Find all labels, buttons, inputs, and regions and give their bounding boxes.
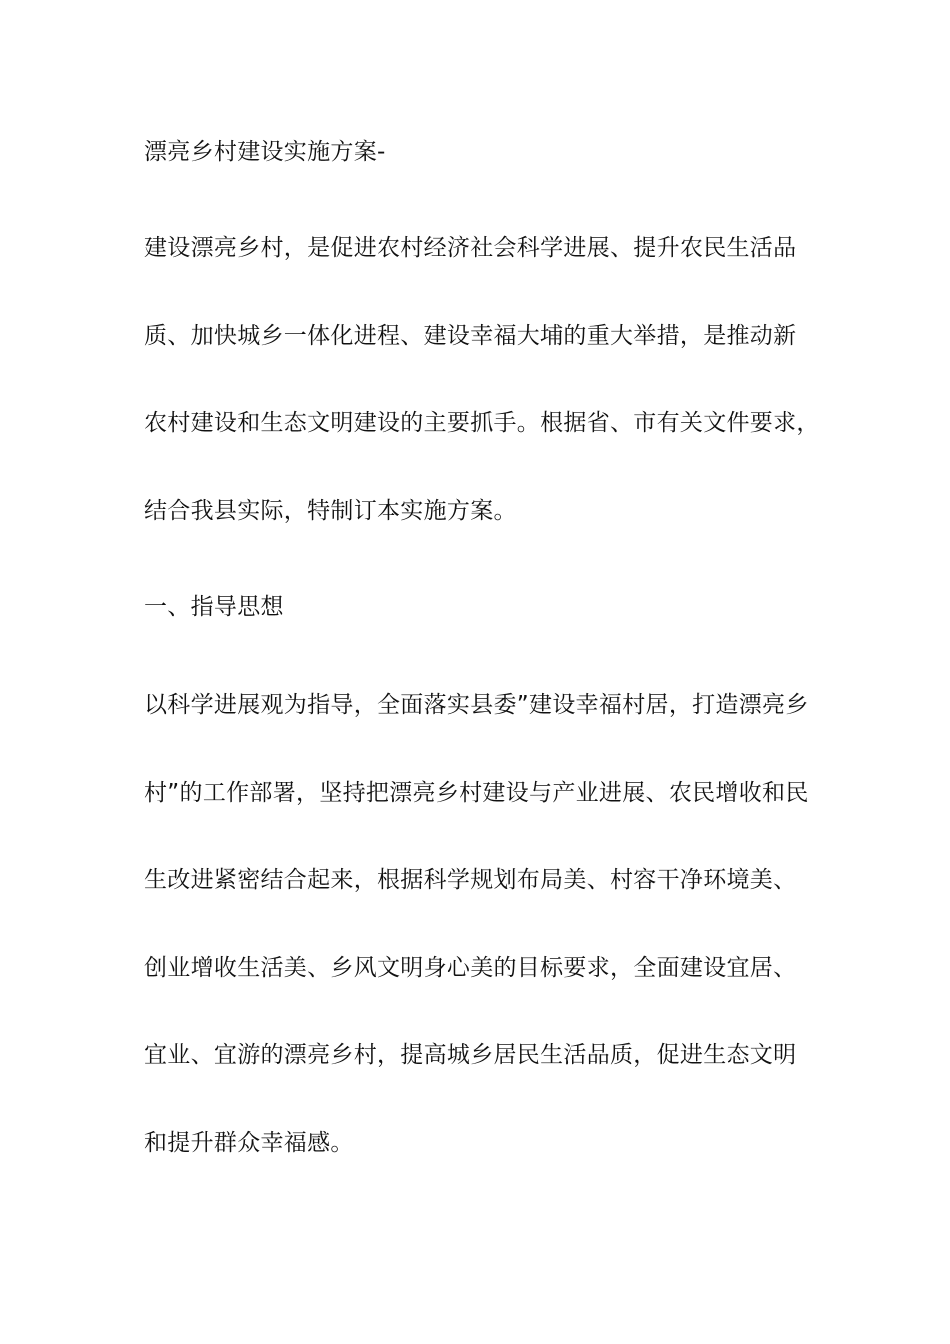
section-body-line: 生改进紧密结合起来，根据科学规划布局美、村容干净环境美、 xyxy=(144,867,797,893)
intro-line: 农村建设和生态文明建设的主要抓手。根据省、市有关文件要求， xyxy=(144,410,820,436)
section-body-line: 以科学进展观为指导，全面落实县委”建设幸福村居，打造漂亮乡 xyxy=(144,692,809,718)
intro-line: 结合我县实际，特制订本实施方案。 xyxy=(144,498,517,524)
section-body-line: 和提升群众幸福感。 xyxy=(144,1130,354,1156)
section-body-line: 村”的工作部署，坚持把漂亮乡村建设与产业进展、农民增收和民 xyxy=(144,780,809,806)
section-heading: 一、指导思想 xyxy=(144,594,284,620)
intro-line: 质、加快城乡一体化进程、建设幸福大埔的重大举措，是推动新 xyxy=(144,323,797,349)
document-title: 漂亮乡村建设实施方案- xyxy=(144,139,386,165)
section-body-line: 创业增收生活美、乡风文明身心美的目标要求，全面建设宜居、 xyxy=(144,955,797,981)
section-body-line: 宜业、宜游的漂亮乡村，提高城乡居民生活品质，促进生态文明 xyxy=(144,1042,797,1068)
intro-line: 建设漂亮乡村，是促进农村经济社会科学进展、提升农民生活品 xyxy=(144,235,797,261)
